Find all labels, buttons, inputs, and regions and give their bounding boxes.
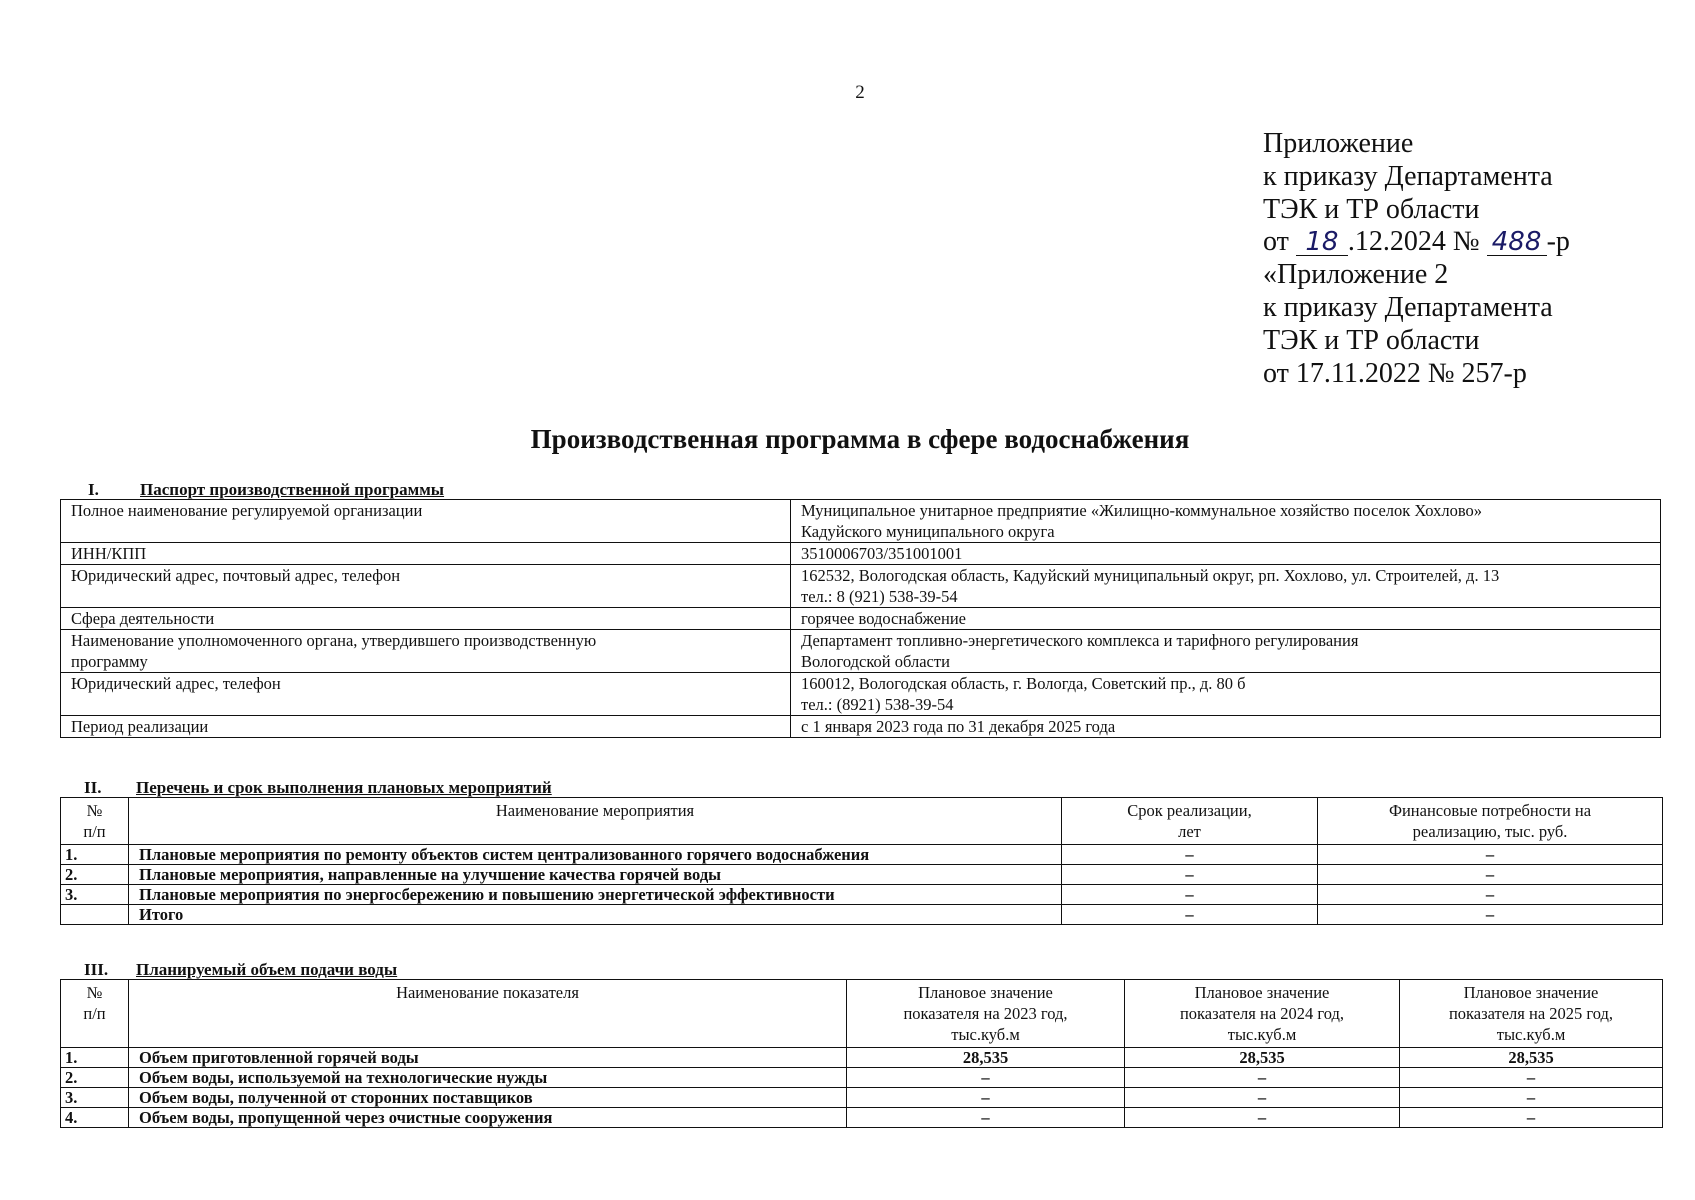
indicator-name: Объем воды, используемой на технологические нужды [129, 1068, 847, 1088]
value-2023: – [847, 1108, 1125, 1128]
appendix-line: Приложение [1263, 128, 1414, 159]
table-row [61, 565, 1661, 608]
value-2023: – [847, 1068, 1125, 1088]
measure-name: Итого [129, 905, 1062, 925]
table-header-row [61, 980, 1663, 1048]
passport-label: ИНН/КПП [61, 543, 791, 565]
row-number: 1. [61, 845, 129, 865]
table-row [61, 905, 1663, 925]
section-title: Планируемый объем подачи воды [136, 960, 398, 979]
value-2025: – [1400, 1088, 1663, 1108]
passport-label: Сфера деятельности [61, 608, 791, 630]
page-number: 2 [855, 82, 865, 103]
col-header-2023: Плановое значение показателя на 2023 год, тыс.куб.м [847, 980, 1125, 1048]
value-2024: – [1125, 1088, 1400, 1108]
measures-table [60, 797, 1663, 925]
passport-label: Период реализации [61, 716, 791, 738]
value-2024: – [1125, 1108, 1400, 1128]
passport-label: Юридический адрес, почтовый адрес, телефон [61, 565, 791, 608]
table-row [61, 500, 1661, 543]
passport-label: Наименование уполномоченного органа, утвердившего производственную программу [61, 630, 791, 673]
measure-name: Плановые мероприятия, направленные на улучшение качества горячей воды [129, 865, 1062, 885]
appendix-block [1263, 128, 1570, 390]
measure-financing: – [1318, 845, 1663, 865]
appendix-line: «Приложение 2 [1263, 259, 1449, 291]
table-row [61, 1088, 1663, 1108]
measure-financing: – [1318, 865, 1663, 885]
row-number: 4. [61, 1108, 129, 1128]
section-title: Паспорт производственной программы [140, 480, 445, 499]
date-rest: .12.2024 № [1347, 226, 1480, 258]
row-number: 3. [61, 1088, 129, 1108]
measure-term: – [1062, 865, 1318, 885]
document-title: Производственная программа в сфере водоснабжения [530, 424, 1190, 454]
appendix-line: ТЭК и ТР области [1263, 324, 1480, 356]
table-row [61, 1068, 1663, 1088]
indicator-name: Объем приготовленной горячей воды [129, 1048, 847, 1068]
value-2025: – [1400, 1068, 1663, 1088]
section-title: Перечень и срок выполнения плановых мероприятий [136, 778, 552, 797]
value-2023: – [847, 1088, 1125, 1108]
table-row [61, 1048, 1663, 1068]
section-number: III. [84, 960, 109, 979]
appendix-line: к приказу Департамента [1263, 291, 1553, 323]
table-row [61, 716, 1661, 738]
appendix-line: от 17.11.2022 № 257-р [1263, 357, 1527, 389]
col-header-2025: Плановое значение показателя на 2025 год, тыс.куб.м [1400, 980, 1663, 1048]
section-number: I. [88, 480, 99, 499]
table-row [61, 543, 1661, 565]
col-header-name: Наименование мероприятия [129, 798, 1062, 845]
col-header-number: № п/п [61, 980, 129, 1048]
col-header-financing: Финансовые потребности на реализацию, тыс. руб. [1318, 798, 1663, 845]
appendix-line: к приказу Департамента [1263, 160, 1553, 192]
passport-table [60, 499, 1661, 738]
measure-financing: – [1318, 905, 1663, 925]
handwritten-order-number: 488 [1487, 229, 1547, 256]
table-row [61, 885, 1663, 905]
passport-value: 162532, Вологодская область, Кадуйский муниципальный округ, рп. Хохлово, ул. Строителей, д. 13 тел.: 8 (921) 538-39-54 [791, 565, 1661, 608]
indicator-name: Объем воды, пропущенной через очистные сооружения [129, 1108, 847, 1128]
section-3-heading [84, 960, 397, 980]
passport-label: Полное наименование регулируемой организации [61, 500, 791, 543]
col-header-term: Срок реализации, лет [1062, 798, 1318, 845]
measure-financing: – [1318, 885, 1663, 905]
appendix-line: ТЭК и ТР области [1263, 193, 1480, 225]
section-2-heading [84, 778, 552, 798]
section-1-heading [88, 480, 444, 500]
value-2025: – [1400, 1108, 1663, 1128]
table-row [61, 1108, 1663, 1128]
passport-value: Муниципальное унитарное предприятие «Жилищно-коммунальное хозяйство поселок Хохлово» Кадуйского муниципального округа [791, 500, 1661, 543]
measure-term: – [1062, 905, 1318, 925]
col-header-2024: Плановое значение показателя на 2024 год, тыс.куб.м [1125, 980, 1400, 1048]
date-prefix: от [1263, 226, 1289, 258]
row-number [61, 905, 129, 925]
measure-term: – [1062, 845, 1318, 865]
passport-value: с 1 января 2023 года по 31 декабря 2025 года [791, 716, 1661, 738]
indicator-name: Объем воды, полученной от сторонних поставщиков [129, 1088, 847, 1108]
row-number: 3. [61, 885, 129, 905]
handwritten-day: 18 [1296, 229, 1348, 256]
value-2025: 28,535 [1400, 1048, 1663, 1068]
row-number: 2. [61, 1068, 129, 1088]
table-row [61, 608, 1661, 630]
passport-value: горячее водоснабжение [791, 608, 1661, 630]
row-number: 2. [61, 865, 129, 885]
value-2024: 28,535 [1125, 1048, 1400, 1068]
col-header-indicator: Наименование показателя [129, 980, 847, 1048]
passport-value: 3510006703/351001001 [791, 543, 1661, 565]
measure-term: – [1062, 885, 1318, 905]
row-number: 1. [61, 1048, 129, 1068]
passport-label: Юридический адрес, телефон [61, 673, 791, 716]
section-number: II. [84, 778, 102, 797]
water-supply-table [60, 979, 1663, 1128]
table-row [61, 673, 1661, 716]
table-row [61, 845, 1663, 865]
value-2023: 28,535 [847, 1048, 1125, 1068]
table-row [61, 865, 1663, 885]
table-header-row [61, 798, 1663, 845]
value-2024: – [1125, 1068, 1400, 1088]
table-row [61, 630, 1661, 673]
order-suffix: -р [1546, 226, 1570, 258]
passport-value: 160012, Вологодская область, г. Вологда, Советский пр., д. 80 б тел.: (8921) 538-39-54 [791, 673, 1661, 716]
passport-value: Департамент топливно-энергетического комплекса и тарифного регулирования Вологодской области [791, 630, 1661, 673]
measure-name: Плановые мероприятия по энергосбережению и повышению энергетической эффективности [129, 885, 1062, 905]
appendix-date-line [1263, 226, 1570, 259]
col-header-number: № п/п [61, 798, 129, 845]
measure-name: Плановые мероприятия по ремонту объектов систем централизованного горячего водоснабжения [129, 845, 1062, 865]
